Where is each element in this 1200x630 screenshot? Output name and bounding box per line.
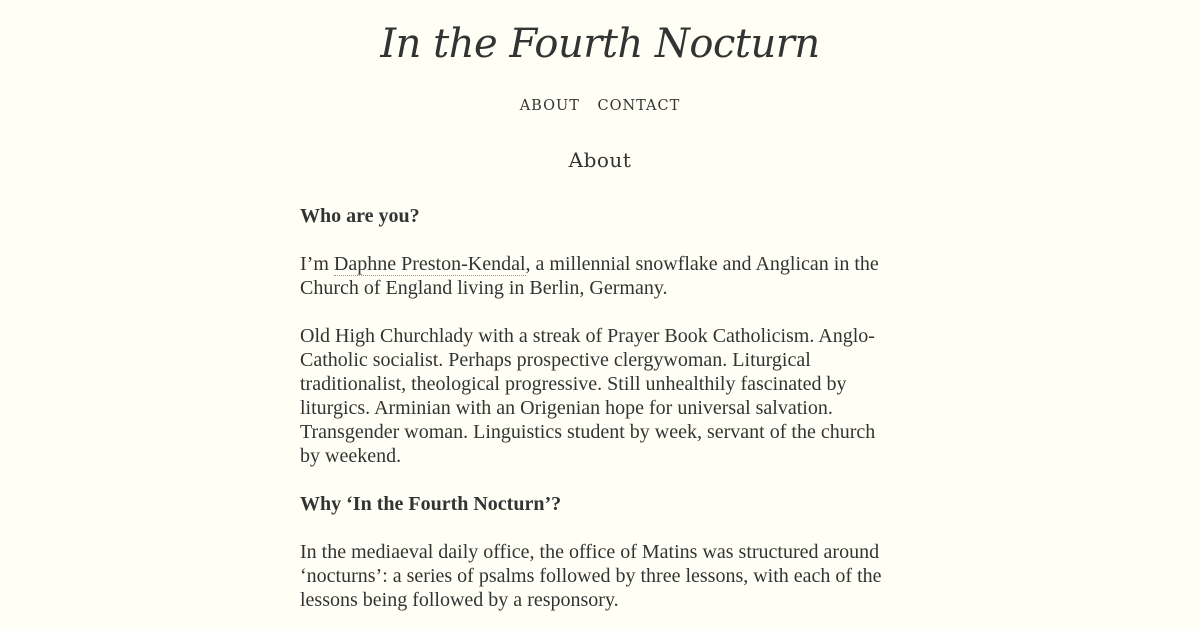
description-paragraph: Old High Churchlady with a streak of Prayer Book Catholicism. Anglo-Catholic socialist. Perhaps prospective clergywoman. Liturgical traditionalist, theological progressive. Still unhealthily fascinated by liturgics. Arminian with an Origenian hope for universal salvation. Transgender woman. Linguistics student by week, servant of the church by weekend. — [300, 325, 876, 467]
author-link[interactable]: Daphne Preston-Kendal — [333, 253, 526, 275]
nocturn-paragraph: In the mediaeval daily office, the office of Matins was structured around ‘nocturns’: a series of psalms followed by three lessons, with each of the lessons being followed by a responsory. — [300, 541, 882, 611]
nav-link-contact[interactable]: CONTACT — [597, 98, 681, 114]
intro-text-after: , a millennial snowflake and Anglican in the Church of England living in Berlin, Germany. — [300, 253, 879, 299]
intro-text-before: I’m — [300, 253, 334, 275]
page-heading: About — [568, 148, 632, 172]
intro-paragraph — [300, 252, 900, 300]
question-who-are-you: Who are you? — [300, 205, 420, 227]
question-why-title: Why ‘In the Fourth Nocturn’? — [300, 493, 562, 515]
site-title[interactable]: In the Fourth Nocturn — [380, 21, 820, 67]
article-body — [300, 204, 900, 630]
main-nav — [0, 96, 1200, 116]
nav-link-about[interactable]: ABOUT — [519, 98, 580, 114]
